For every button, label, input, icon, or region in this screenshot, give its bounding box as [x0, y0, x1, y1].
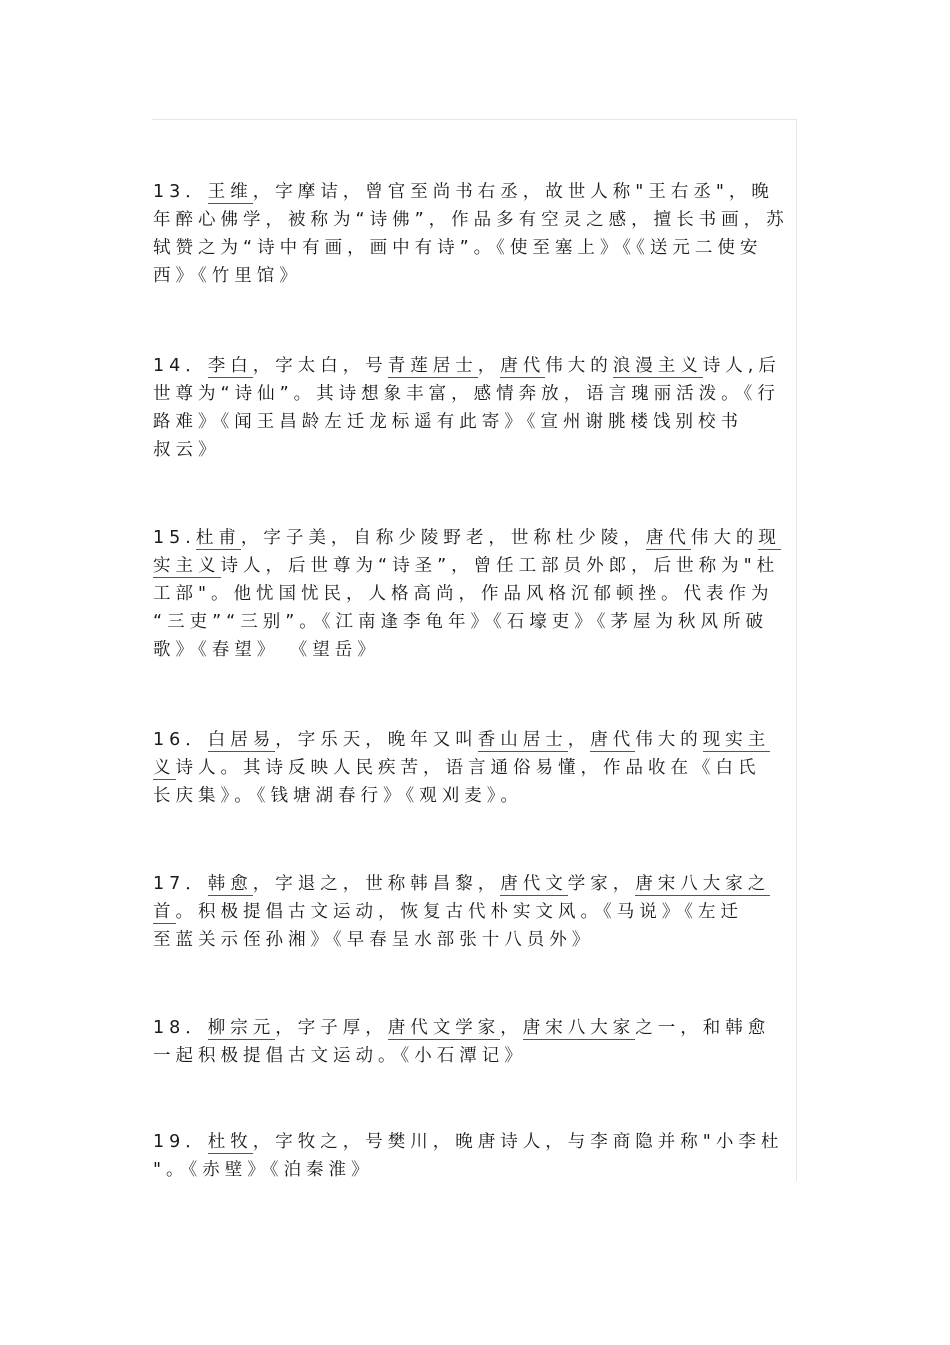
entry-13-wang-wei [153, 178, 789, 290]
entry-15-du-fu [153, 524, 789, 664]
text-segment: 14． [153, 356, 208, 376]
text-line [153, 1014, 789, 1042]
text-segment: 15. [153, 528, 196, 548]
text-line [153, 726, 789, 754]
text-line [153, 262, 789, 290]
underlined-term: 杜甫 [195, 528, 241, 548]
text-segment: 长庆集》。《钱塘湖春行》《观刈麦》。 [153, 786, 523, 806]
text-segment: ，字牧之，号樊川，晚唐诗人，与李商隐并称"小李杜 [252, 1132, 784, 1152]
underlined-term: 实主义 [153, 556, 221, 576]
underlined-term: 唐代文学家 [387, 1018, 501, 1038]
entry-14-li-bai [153, 352, 789, 464]
text-segment: ，字太白，号 [252, 356, 388, 376]
text-line [153, 754, 789, 782]
underlined-term: 王维 [207, 182, 253, 202]
entry-17-han-yu [153, 870, 789, 954]
text-line [153, 408, 789, 436]
text-segment: 年醉心佛学，被称为“诗佛”，作品多有空灵之感，擅长书画，苏 [153, 210, 789, 230]
underlined-term: 首 [153, 902, 176, 922]
text-segment: ， [500, 1018, 523, 1038]
underlined-term: 浪漫主义 [612, 356, 703, 376]
text-line [153, 206, 789, 234]
text-line [153, 1042, 789, 1070]
underlined-term: 现实主 [702, 730, 771, 750]
text-segment: 。积极提倡古文运动，恢复古代朴实文风。《马说》《左迁 [175, 902, 743, 922]
text-segment: 18． [153, 1018, 208, 1038]
text-segment: ，字乐天，晚年又叫 [275, 730, 478, 750]
text-segment: 16． [153, 730, 208, 750]
text-line [153, 636, 789, 664]
text-segment: "。《赤壁》《泊秦淮》 [153, 1160, 374, 1180]
text-segment: 歌》《春望》 《望岳》 [153, 640, 380, 660]
text-segment: 17． [153, 874, 208, 894]
entry-16-bai-juyi [153, 726, 789, 810]
text-segment: 西》《竹里馆》 [153, 266, 302, 286]
underlined-term: 唐代文 [500, 874, 568, 894]
underlined-term: 柳宗元 [207, 1018, 276, 1038]
text-segment: 之一，和韩愈 [635, 1018, 771, 1038]
text-line [153, 380, 789, 408]
text-segment: 伟大的 [545, 356, 613, 376]
text-segment: ，字子厚， [275, 1018, 388, 1038]
underlined-term: 唐宋八大家之 [635, 874, 771, 894]
text-line [153, 352, 789, 380]
text-segment: ， [567, 730, 591, 750]
text-segment: 学家， [567, 874, 636, 894]
text-segment: ， [477, 356, 501, 376]
text-segment: 诗人，后世尊为“诗圣”，曾任工部员外郎，后世称为"杜 [220, 556, 780, 576]
text-segment: 诗人。其诗反映人民疾苦，语言通俗易懂，作品收在《白氏 [175, 758, 761, 778]
underlined-term: 李白 [207, 356, 253, 376]
text-line [153, 234, 789, 262]
text-line [153, 178, 789, 206]
text-segment: 叔云》 [153, 440, 221, 460]
text-line [153, 898, 789, 926]
text-line [153, 926, 789, 954]
text-segment: 13． [153, 182, 208, 202]
underlined-term: 青莲居士 [387, 356, 478, 376]
underlined-term: 唐代 [645, 528, 691, 548]
text-line [153, 552, 789, 580]
text-line [153, 580, 789, 608]
underlined-term: 唐代 [500, 356, 546, 376]
text-segment: 轼赞之为“诗中有画，画中有诗”。《使至塞上》《《送元二使安 [153, 238, 763, 258]
underlined-term: 唐宋八大家 [522, 1018, 636, 1038]
text-line [153, 524, 789, 552]
underlined-term: 唐代 [590, 730, 636, 750]
underlined-term: 现 [758, 528, 781, 548]
underlined-term: 白居易 [207, 730, 276, 750]
text-line [153, 608, 789, 636]
text-segment: ，字退之，世称韩昌黎， [252, 874, 501, 894]
text-segment: 工部"。他忧国忧民，人格高尚，作品风格沉郁顿挫。代表作为 [153, 584, 774, 604]
underlined-term: 韩愈 [207, 874, 253, 894]
entry-19-du-mu [153, 1128, 789, 1184]
text-line [153, 436, 789, 464]
text-segment: 世尊为“诗仙”。其诗想象丰富，感情奔放，语言瑰丽活泼。《行 [153, 384, 780, 404]
text-segment: ，字摩诘，曾官至尚书右丞，故世人称"王右丞"，晚 [252, 182, 774, 202]
text-segment: 一起积极提倡古文运动。《小石潭记》 [153, 1046, 527, 1066]
underlined-term: 义 [153, 758, 176, 778]
text-line [153, 1128, 789, 1156]
text-segment: 诗人,后 [702, 356, 781, 376]
entry-18-liu-zongyuan [153, 1014, 789, 1070]
text-segment: “三吏”“三别”。《江南逢李龟年》《石壕吏》《茅屋为秋风所破 [153, 612, 769, 632]
text-segment: 至蓝关示侄孙湘》《早春呈水部张十八员外》 [153, 930, 595, 950]
text-segment: 伟大的 [635, 730, 703, 750]
text-line [153, 870, 789, 898]
text-segment: 路难》《闻王昌龄左迁龙标遥有此寄》《宣州谢朓楼饯别校书 [153, 412, 743, 432]
text-segment: 19． [153, 1132, 208, 1152]
text-segment: ，字子美，自称少陵野老，世称杜少陵， [240, 528, 646, 548]
text-line [153, 1156, 789, 1184]
text-line [153, 782, 789, 810]
underlined-term: 香山居士 [477, 730, 568, 750]
underlined-term: 杜牧 [207, 1132, 253, 1152]
text-segment: 伟大的 [690, 528, 759, 548]
